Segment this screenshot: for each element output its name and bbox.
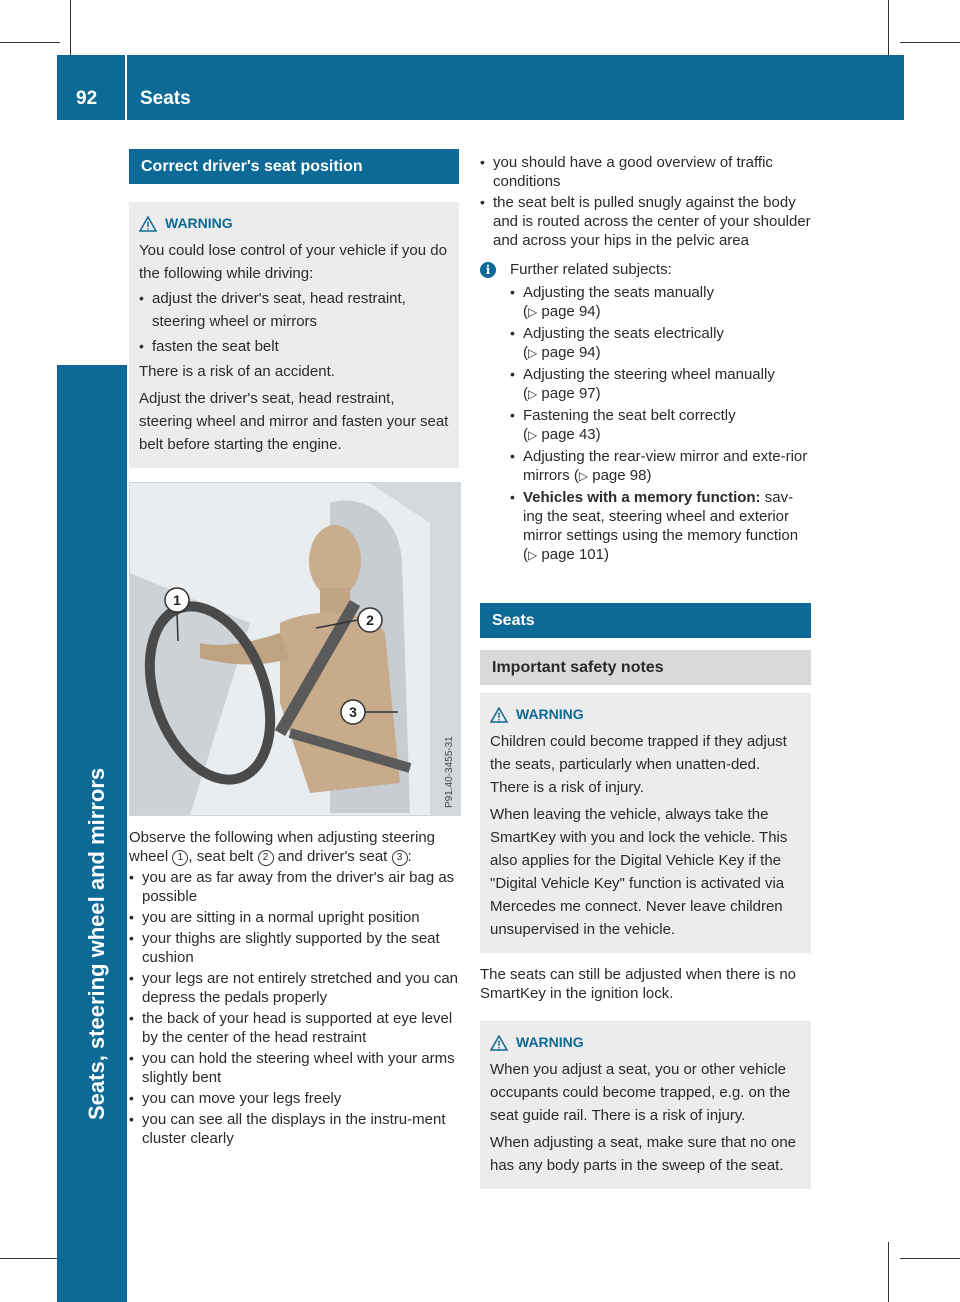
warning-advice: Adjust the driver's seat, head restraint, steering wheel and mirror and fasten your seat belt before starting the engine. bbox=[139, 390, 449, 453]
warning-text: When leaving the vehicle, always take the SmartKey with you and lock the vehicle. This also applies for the Digital Vehicle Key if the "Digital Vehicle Key" function is activated via Mercedes me connect. Never leave children unsupervised in the vehicle. bbox=[490, 806, 788, 938]
related-item: • Fastening the seat belt correctly (▷ page 43) bbox=[510, 406, 811, 445]
warning-intro: You could lose control of your vehicle if you do the following while driving: bbox=[139, 242, 447, 282]
warning-triangle-icon bbox=[490, 1035, 508, 1051]
page-link[interactable]: page 101) bbox=[541, 546, 609, 563]
warning-box bbox=[129, 202, 459, 468]
callout-2: 2 bbox=[366, 612, 374, 628]
crop-mark bbox=[900, 42, 960, 43]
callout-inline-1: 1 bbox=[172, 850, 188, 866]
list-item: • adjust the driver's seat, head restraint, steering wheel or mirrors bbox=[139, 287, 449, 333]
crop-mark bbox=[0, 42, 60, 43]
page-arrow-icon: ▷ bbox=[528, 346, 538, 360]
callout-3: 3 bbox=[349, 704, 357, 720]
page-number: 92 bbox=[76, 88, 98, 109]
warning-title: WARNING bbox=[490, 703, 801, 726]
observe-list bbox=[129, 868, 459, 1148]
warning-text: When adjusting a seat, make sure that no one has any body parts in the sweep of the seat. bbox=[490, 1134, 797, 1174]
warning-triangle-icon bbox=[490, 707, 508, 723]
observe-intro: Observe the following when adjusting steering wheel 1 , seat belt 2 and driver's seat 3 : bbox=[129, 829, 436, 865]
warning-text: Children could become trapped if they adjust the seats, particularly when unatten-ded. There is a risk of injury. bbox=[490, 733, 787, 796]
crop-mark bbox=[70, 0, 71, 60]
callout-inline-2: 2 bbox=[258, 850, 274, 866]
info-icon: i bbox=[480, 262, 496, 278]
chapter-title: Seats bbox=[140, 88, 191, 109]
info-note bbox=[480, 260, 811, 567]
image-code: P91.40-3455-31 bbox=[444, 736, 455, 808]
related-item: • Adjusting the seats electrically (▷ page 94) bbox=[510, 324, 811, 363]
warning-list bbox=[139, 287, 449, 358]
list-item: • you are as far away from the driver's air bag as possible bbox=[129, 868, 459, 906]
warning-risk: There is a risk of an accident. bbox=[139, 363, 335, 380]
warning-box bbox=[480, 693, 811, 953]
warning-text: When you adjust a seat, you or other vehicle occupants could become trapped, e.g. on the seat guide rail. There is a risk of injury. bbox=[490, 1061, 791, 1124]
page-link[interactable]: page 94) bbox=[541, 303, 601, 320]
list-item: • the back of your head is supported at eye level by the center of the head restraint bbox=[129, 1009, 459, 1047]
driver-seat-figure bbox=[129, 482, 461, 816]
crop-mark bbox=[0, 1258, 60, 1259]
related-item: • Adjusting the steering wheel manually (▷ page 97) bbox=[510, 365, 811, 404]
related-item: • Adjusting the rear-view mirror and exte-rior mirrors (▷ page 98) bbox=[510, 447, 811, 486]
warning-box bbox=[480, 1021, 811, 1189]
list-item: • you can hold the steering wheel with your arms slightly bent bbox=[129, 1049, 459, 1087]
page-link[interactable]: page 94) bbox=[541, 344, 601, 361]
list-item: • fasten the seat belt bbox=[139, 335, 449, 358]
page-arrow-icon: ▷ bbox=[528, 548, 538, 562]
header-divider bbox=[125, 55, 127, 120]
warning-title: WARNING bbox=[139, 212, 449, 235]
section-heading: Correct driver's seat position bbox=[129, 149, 459, 184]
page-link[interactable]: page 97) bbox=[541, 385, 601, 402]
warning-triangle-icon bbox=[139, 216, 157, 232]
related-item: • Adjusting the seats manually (▷ page 94) bbox=[510, 283, 811, 322]
list-item: • the seat belt is pulled snugly against the body and is routed across the center of your shoulder and across your hips in the pelvic area bbox=[480, 193, 811, 250]
side-tab-label: Seats, steering wheel and mirrors bbox=[84, 767, 109, 1120]
related-list bbox=[510, 283, 811, 565]
crop-mark bbox=[888, 0, 889, 60]
list-item: • your thighs are slightly supported by the seat cushion bbox=[129, 929, 459, 967]
list-item: • your legs are not entirely stretched and you can depress the pedals properly bbox=[129, 969, 459, 1007]
page-arrow-icon: ▷ bbox=[528, 305, 538, 319]
related-item: • Vehicles with a memory function: sav-ing the seat, steering wheel and exterior mirror settings using the memory function (▷ page 101) bbox=[510, 488, 811, 565]
list-item: • you are sitting in a normal upright position bbox=[129, 908, 459, 927]
crop-mark bbox=[888, 1242, 889, 1302]
page-arrow-icon: ▷ bbox=[578, 469, 589, 483]
page-arrow-icon: ▷ bbox=[528, 428, 538, 442]
page-arrow-icon: ▷ bbox=[528, 387, 538, 401]
list-item: • you can see all the displays in the instru-ment cluster clearly bbox=[129, 1110, 459, 1148]
warning-title: WARNING bbox=[490, 1031, 801, 1054]
continued-list bbox=[480, 153, 811, 250]
left-column bbox=[129, 149, 459, 1150]
driver-illustration bbox=[130, 483, 460, 815]
seats-heading: Seats bbox=[480, 603, 811, 638]
page-link[interactable]: page 98) bbox=[592, 467, 652, 484]
list-item: • you can move your legs freely bbox=[129, 1089, 459, 1108]
list-item: • you should have a good overview of traffic conditions bbox=[480, 153, 811, 191]
callout-1: 1 bbox=[173, 592, 181, 608]
safety-heading: Important safety notes bbox=[480, 650, 811, 685]
page-link[interactable]: page 43) bbox=[541, 426, 601, 443]
right-column bbox=[480, 151, 811, 1189]
smartkey-note: The seats can still be adjusted when there is no SmartKey in the ignition lock. bbox=[480, 966, 797, 1002]
crop-mark bbox=[900, 1258, 960, 1259]
info-title: Further related subjects: bbox=[510, 261, 672, 278]
callout-inline-3: 3 bbox=[392, 850, 408, 866]
